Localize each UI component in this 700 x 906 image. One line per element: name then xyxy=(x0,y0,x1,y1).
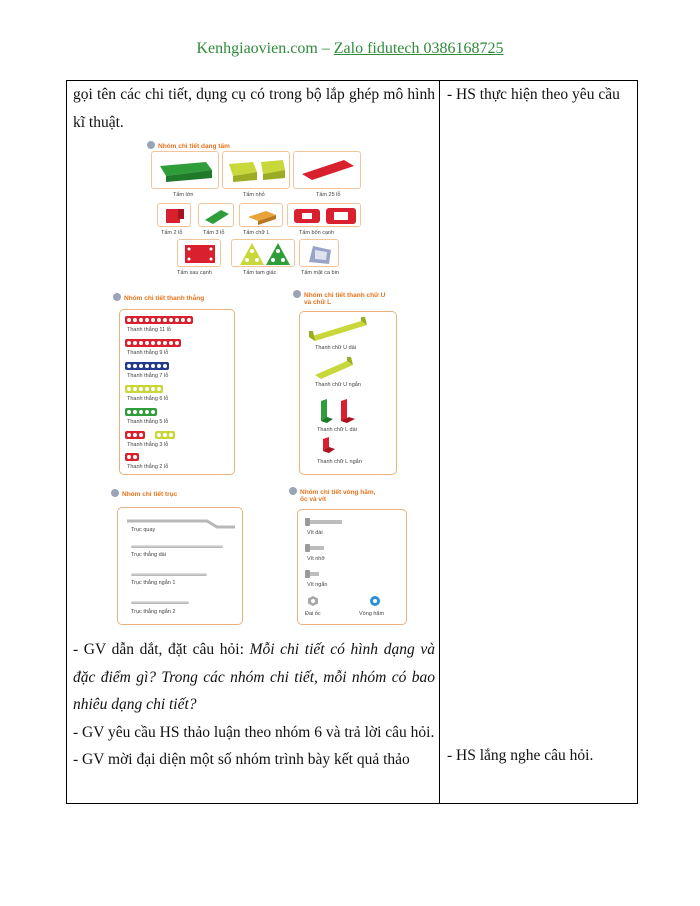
group-discussion-text: - GV yêu cầu HS thảo luận theo nhóm 6 và trả lời câu hỏi. xyxy=(73,723,435,741)
present-results-text: - GV mời đại diện một số nhóm trình bày kết quả thảo xyxy=(73,751,410,768)
axle-short1-image xyxy=(131,573,207,576)
screws-title: Nhóm chi tiết vòng hãm, xyxy=(289,487,375,496)
plate-cabin-label: Tấm mặt ca bin xyxy=(301,270,339,276)
plate-large-box xyxy=(151,151,219,189)
question-italic: Mỗi chi tiết có hình dạng và đặc điểm gì? Trong các nhóm chi tiết, mỗi nhóm có bao nhiêu dạng chi tiết? xyxy=(73,641,435,713)
l-bar-long-image xyxy=(317,397,361,425)
bar-6-image xyxy=(125,385,163,393)
gear-icon xyxy=(289,487,297,495)
ul-bars-title-2: và chữ L xyxy=(304,299,332,306)
plate-25-box xyxy=(293,151,361,189)
teacher-instructions xyxy=(73,636,435,774)
component-figure xyxy=(73,81,645,641)
zalo-contact[interactable]: Zalo fidutech 0386168725 xyxy=(333,40,504,57)
gear-icon xyxy=(147,141,155,149)
axle-long-image xyxy=(131,545,223,548)
plate-four-label: Tấm bốn cạnh xyxy=(299,230,335,236)
screw-short-label: Vít ngắn xyxy=(307,582,328,588)
plate-l-label: Tấm chữ L xyxy=(243,230,270,236)
plate-large-image xyxy=(158,158,214,182)
u-bar-short-label: Thanh chữ U ngắn xyxy=(315,382,361,388)
lesson-table xyxy=(66,80,638,804)
bar-6-label: Thanh thẳng 6 lỗ xyxy=(127,396,169,402)
axle-short2-image xyxy=(131,601,189,604)
page-header xyxy=(0,40,700,58)
plate-l-image xyxy=(246,207,278,225)
plate-25-label: Tấm 25 lỗ xyxy=(316,192,341,198)
bar-11-image xyxy=(125,316,193,324)
l-bar-short-image xyxy=(319,437,339,457)
plate-25-image xyxy=(300,158,356,182)
axle-short1-label: Trục thẳng ngắn 1 xyxy=(131,580,176,586)
bar-7-label: Thanh thẳng 7 lỗ xyxy=(127,373,169,379)
plate-l-box xyxy=(239,203,283,227)
bar-5-image xyxy=(125,408,157,416)
plate-3-box xyxy=(198,203,234,227)
plate-triangle-image xyxy=(236,241,294,267)
gear-icon xyxy=(113,293,121,301)
student-action-1: - HS thực hiện theo yêu cầu xyxy=(447,86,620,103)
lock-ring-label: Vòng hãm xyxy=(359,611,385,617)
plate-2-box xyxy=(157,203,191,227)
bar-5-label: Thanh thẳng 5 lỗ xyxy=(127,419,169,425)
bar-9-image xyxy=(125,339,181,347)
axle-long-label: Trục thẳng dài xyxy=(131,552,166,558)
screw-medium-image xyxy=(305,543,325,553)
question-lead: - GV dẫn dắt, đặt câu hỏi: xyxy=(73,641,250,658)
axle-crank-label: Trục quay xyxy=(131,527,156,533)
screw-long-label: Vít dài xyxy=(307,530,323,536)
plate-four-box xyxy=(287,203,361,227)
intro-text: gọi tên các chi tiết, dụng cụ có trong bộ lắp ghép mô hình kĩ thuật. xyxy=(73,86,435,131)
plate-six-image xyxy=(183,243,217,265)
gear-icon xyxy=(293,290,301,298)
l-bar-short-label: Thanh chữ L ngắn xyxy=(317,459,362,465)
plate-six-label: Tấm sau cạnh xyxy=(177,270,212,276)
plate-small-image xyxy=(227,158,287,182)
gear-icon xyxy=(111,489,119,497)
u-bar-long-label: Thanh chữ U dài xyxy=(315,345,356,351)
bar-9-label: Thanh thẳng 9 lỗ xyxy=(127,350,169,356)
student-action-2: - HS lắng nghe câu hỏi. xyxy=(447,747,594,764)
bar-7-image xyxy=(125,362,169,370)
plate-2-image xyxy=(164,207,186,225)
plate-four-image xyxy=(292,206,358,226)
plates-title: Nhóm chi tiết dạng tấm xyxy=(147,141,230,150)
plate-triangle-box xyxy=(231,239,295,267)
screws-title-2: ốc và vít xyxy=(300,496,327,503)
bar-3-label: Thanh thẳng 3 lỗ xyxy=(127,442,169,448)
bar-2-label: Thanh thẳng 2 lỗ xyxy=(127,464,169,470)
plate-3-image xyxy=(203,208,231,224)
lock-ring-image xyxy=(369,595,381,607)
u-bar-short-image xyxy=(313,357,355,379)
plate-3-label: Tấm 3 lỗ xyxy=(203,230,225,236)
nut-image xyxy=(307,595,319,607)
screw-medium-label: Vít nhỡ xyxy=(307,556,325,562)
l-bar-long-label: Thanh chữ L dài xyxy=(317,427,357,433)
header-separator: – xyxy=(317,40,334,57)
question-paragraph xyxy=(73,636,435,719)
ul-bars-title: Nhóm chi tiết thanh chữ U xyxy=(293,290,385,299)
plate-2-label: Tấm 2 lỗ xyxy=(161,230,183,236)
axle-short2-label: Trục thẳng ngắn 2 xyxy=(131,609,176,615)
straight-bars-title: Nhóm chi tiết thanh thẳng xyxy=(113,293,204,302)
plate-large-label: Tấm lớn xyxy=(173,192,194,198)
bar-3-red-image xyxy=(125,431,145,439)
u-bar-long-image xyxy=(307,317,369,341)
nut-label: Đai ốc xyxy=(305,611,321,617)
bar-3-yellow-image xyxy=(155,431,175,439)
axles-title: Nhóm chi tiết trục xyxy=(111,489,177,498)
plate-cabin-box xyxy=(299,239,339,267)
bar-2-image xyxy=(125,453,139,461)
screw-short-image xyxy=(305,569,321,579)
plate-triangle-label: Tấm tam giác xyxy=(243,270,277,276)
plate-small-box xyxy=(222,151,290,189)
bar-11-label: Thanh thẳng 11 lỗ xyxy=(127,327,171,333)
site-name[interactable]: Kenhgiaovien.com xyxy=(196,40,318,57)
plate-six-box xyxy=(177,239,221,267)
screw-long-image xyxy=(305,517,343,527)
plate-cabin-image xyxy=(305,242,335,266)
plate-small-label: Tấm nhỏ xyxy=(243,192,265,198)
